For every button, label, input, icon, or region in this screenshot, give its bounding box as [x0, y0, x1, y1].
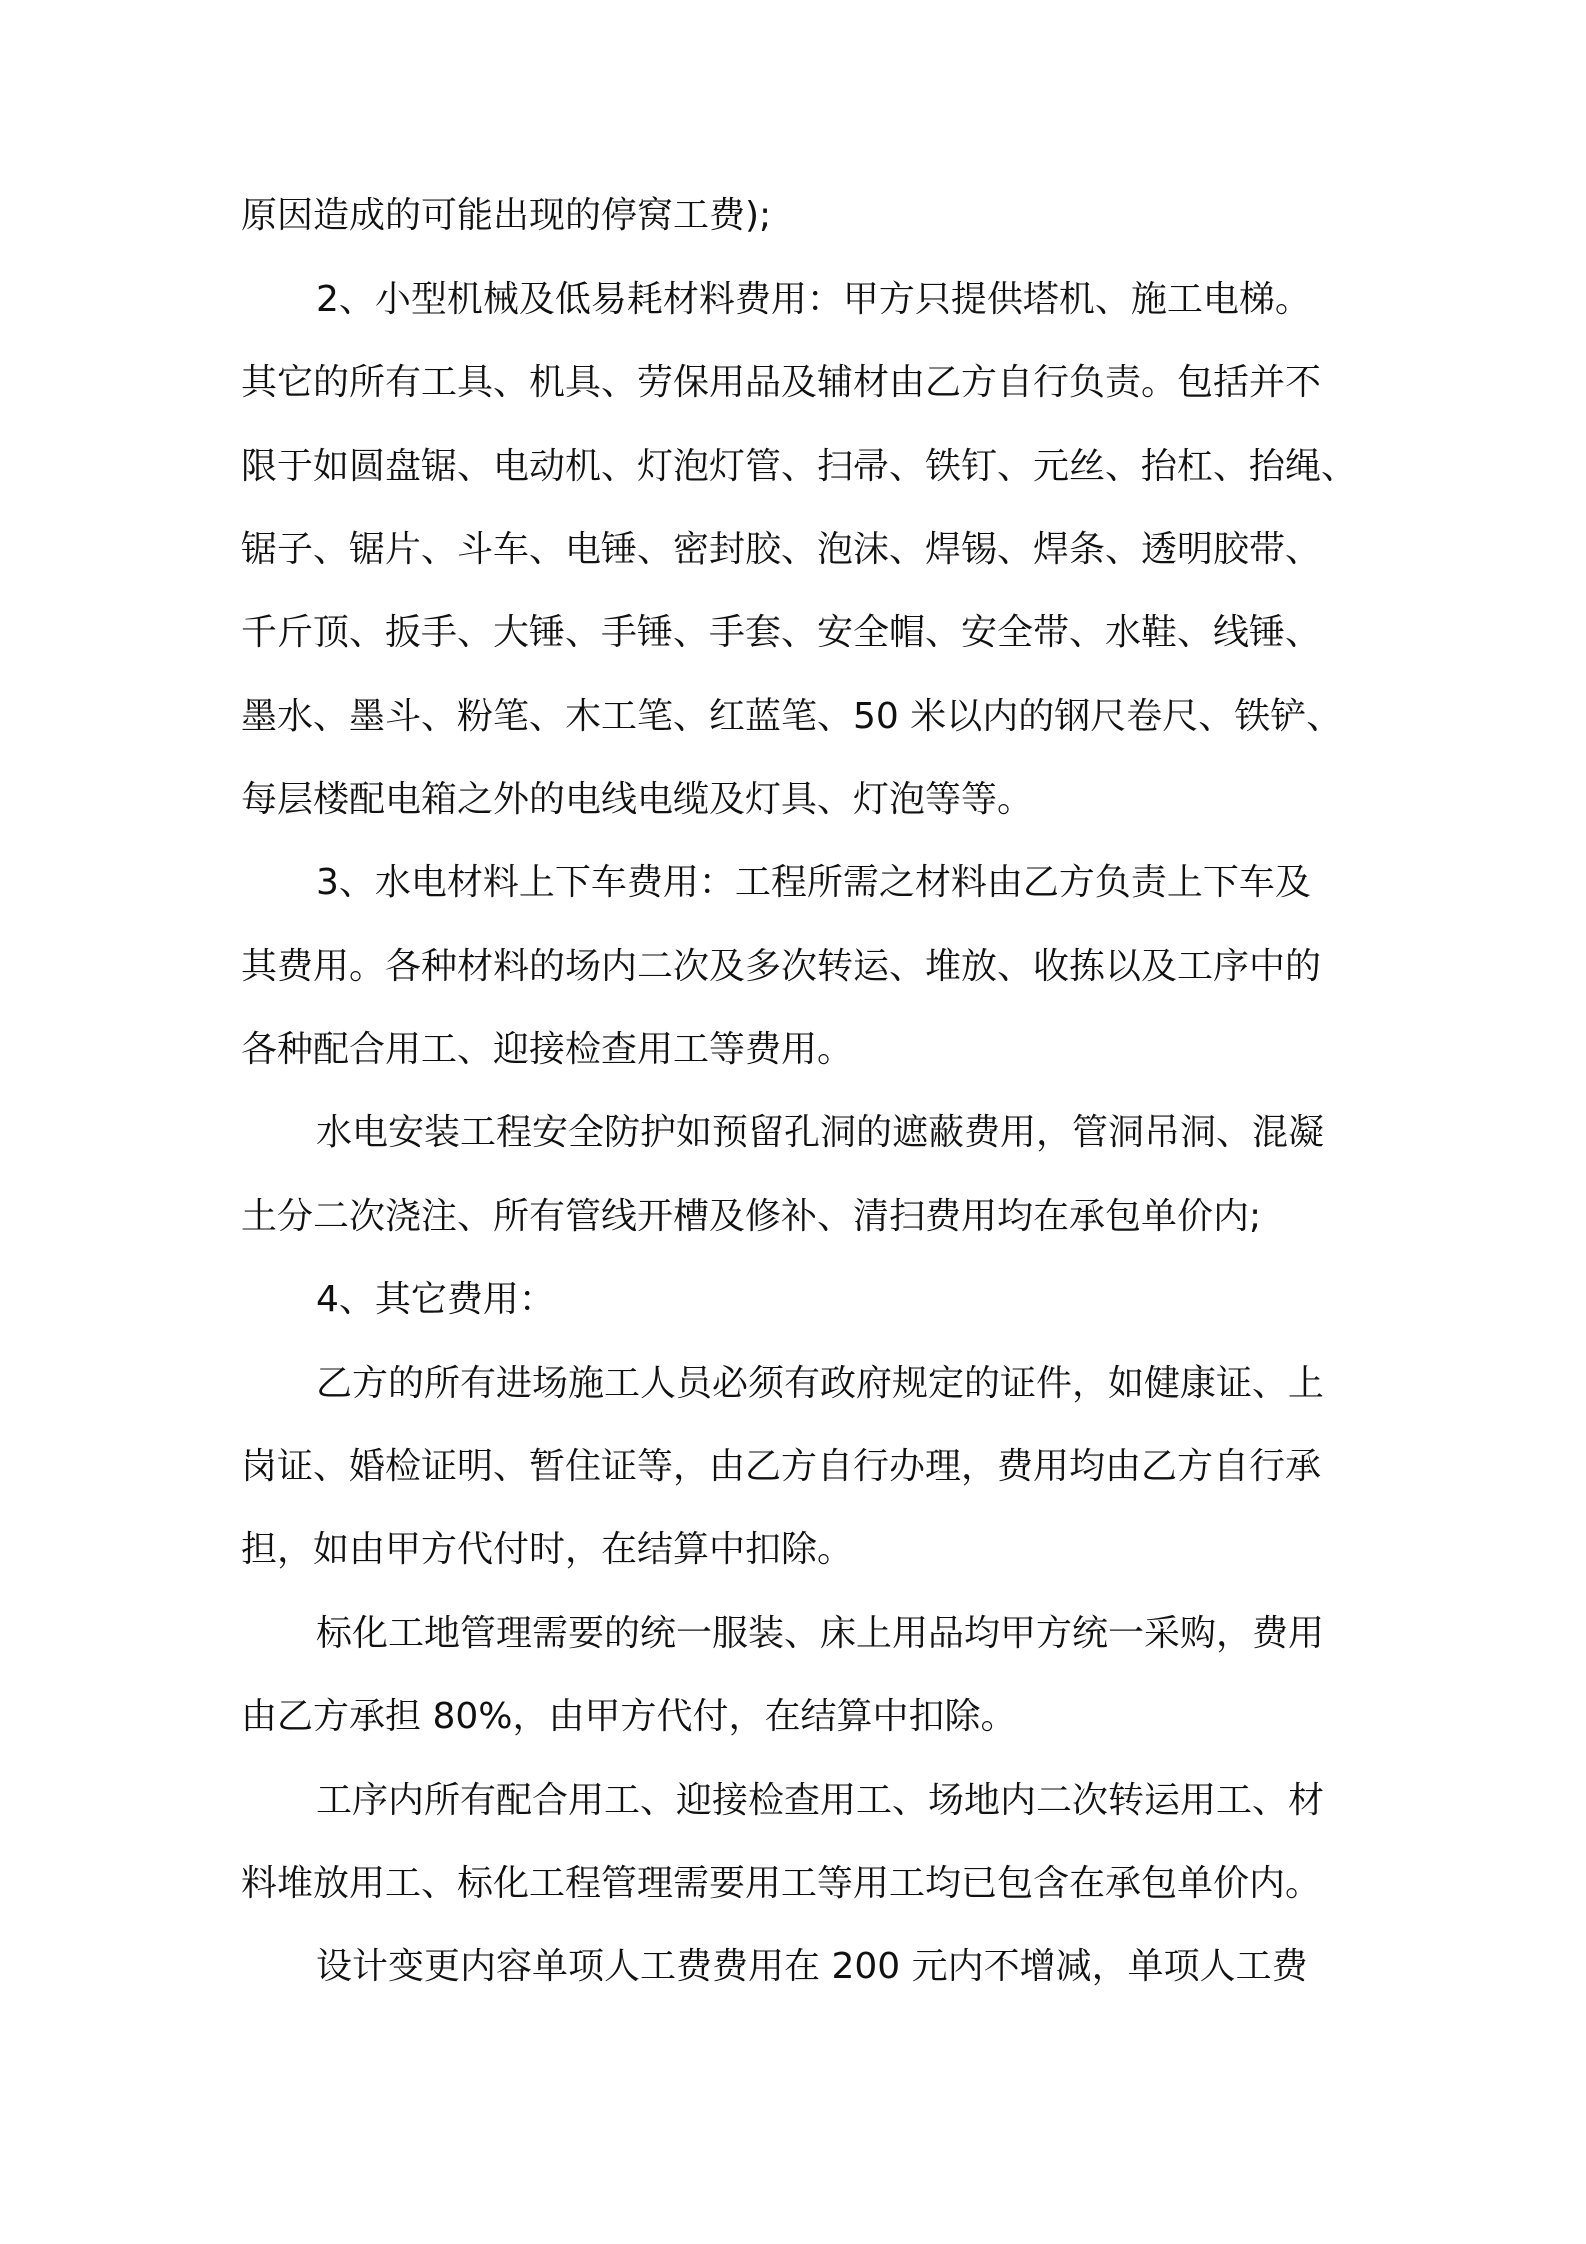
- text-line: 墨水、墨斗、粉笔、木工笔、红蓝笔、50 米以内的钢尺卷尺、铁铲、: [241, 696, 1343, 737]
- text-line: 锯子、锯片、斗车、电锤、密封胶、泡沫、焊锡、焊条、透明胶带、: [241, 529, 1322, 570]
- text-line: 原因造成的可能出现的停窝工费);: [241, 195, 772, 236]
- text-line: 乙方的所有进场施工人员必须有政府规定的证件，如健康证、上: [316, 1363, 1325, 1404]
- text-line: 千斤顶、扳手、大锤、手锤、手套、安全帽、安全带、水鞋、线锤、: [241, 612, 1322, 653]
- text-line: 由乙方承担 80%，由甲方代付，在结算中扣除。: [241, 1696, 1017, 1737]
- text-line: 限于如圆盘锯、电动机、灯泡灯管、扫帚、铁钉、元丝、抬杠、抬绳、: [241, 446, 1358, 487]
- text-line: 设计变更内容单项人工费费用在 200 元内不增减，单项人工费: [316, 1946, 1308, 1987]
- text-line: 料堆放用工、标化工程管理需要用工等用工均已包含在承包单价内。: [241, 1863, 1322, 1904]
- text-line: 每层楼配电箱之外的电线电缆及灯具、灯泡等等。: [241, 779, 1034, 820]
- text-line: 标化工地管理需要的统一服装、床上用品均甲方统一采购，费用: [316, 1613, 1325, 1654]
- text-line: 土分二次浇注、所有管线开槽及修补、清扫费用均在承包单价内;: [241, 1196, 1262, 1237]
- text-line: 2、小型机械及低易耗材料费用：甲方只提供塔机、施工电梯。: [316, 279, 1311, 320]
- text-line: 4、其它费用：: [316, 1279, 555, 1320]
- text-line: 3、水电材料上下车费用：工程所需之材料由乙方负责上下车及: [316, 862, 1311, 903]
- text-line: 岗证、婚检证明、暂住证等，由乙方自行办理，费用均由乙方自行承: [241, 1446, 1322, 1487]
- text-line: 其费用。各种材料的场内二次及多次转运、堆放、收拣以及工序中的: [241, 946, 1322, 987]
- text-line: 水电安装工程安全防护如预留孔洞的遮蔽费用，管洞吊洞、混凝: [316, 1112, 1325, 1153]
- text-line: 其它的所有工具、机具、劳保用品及辅材由乙方自行负责。包括并不: [241, 362, 1322, 403]
- text-line: 各种配合用工、迎接检查用工等费用。: [241, 1029, 854, 1070]
- text-line: 担，如由甲方代付时，在结算中扣除。: [241, 1529, 854, 1570]
- text-line: 工序内所有配合用工、迎接检查用工、场地内二次转运用工、材: [316, 1780, 1325, 1821]
